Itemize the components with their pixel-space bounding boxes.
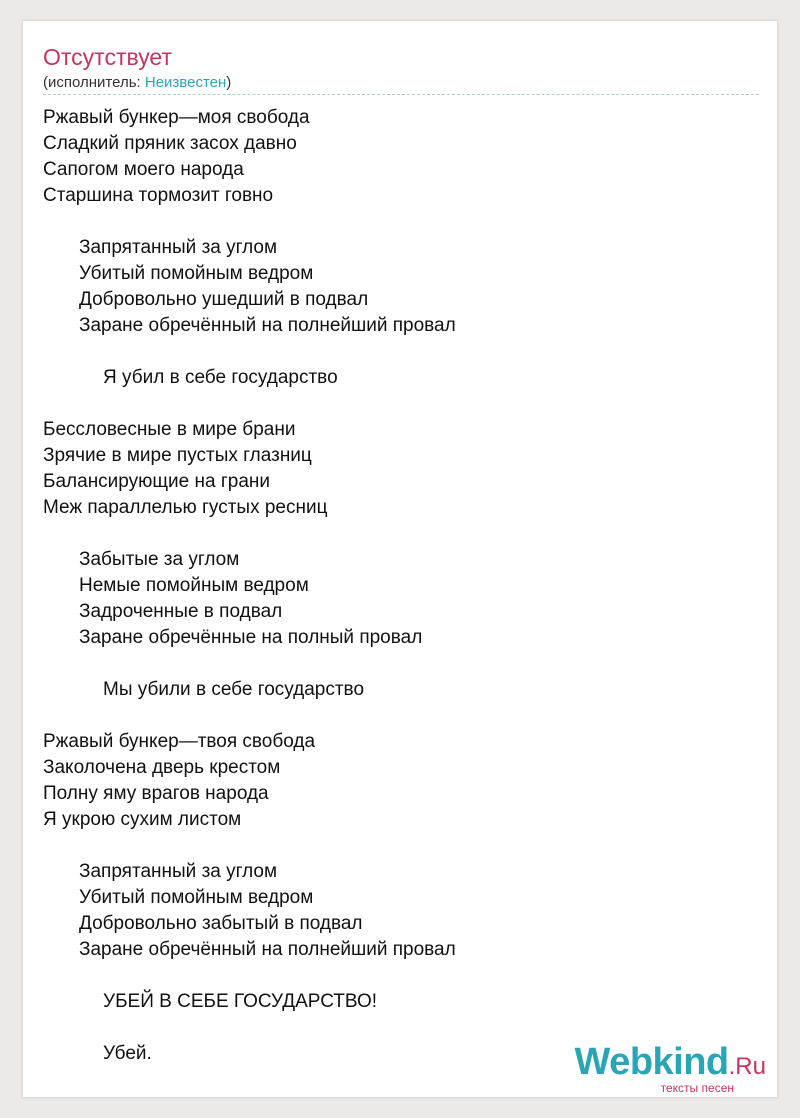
artist-suffix: ): [226, 74, 232, 91]
lyric-line: [43, 391, 456, 417]
lyric-line: [43, 833, 456, 859]
lyric-line: Забытые за углом: [79, 549, 240, 570]
lyric-line: Сладкий пряник засох давно: [43, 133, 297, 154]
lyric-line: Запрятанный за углом: [79, 237, 278, 258]
lyric-line: Убей.: [103, 1043, 152, 1064]
lyric-line: [43, 963, 456, 989]
lyric-line: Добровольно ушедший в подвал: [79, 289, 369, 310]
lyric-line: [43, 521, 456, 547]
lyric-line: УБЕЙ В СЕБЕ ГОСУДАРСТВО!: [103, 991, 378, 1012]
lyric-line: Меж параллелью густых ресниц: [43, 497, 328, 518]
song-title: Отсутствует: [43, 44, 172, 70]
lyric-line: Добровольно забытый в подвал: [79, 913, 363, 934]
artist-line: [43, 74, 231, 92]
lyric-line: Зрячие в мире пустых глазниц: [43, 445, 312, 466]
lyrics-sheet: [22, 20, 778, 1098]
lyric-line: Ржавый бункер—твоя свобода: [43, 731, 316, 752]
lyric-line: Сапогом моего народа: [43, 159, 244, 180]
lyric-line: [43, 209, 456, 235]
lyric-line: Заране обречённый на полнейший провал: [79, 315, 456, 336]
lyric-line: Заране обречённый на полнейший провал: [79, 939, 456, 960]
artist-name-link[interactable]: Неизвестен: [144, 74, 227, 91]
lyric-line: Заране обречённые на полный провал: [79, 627, 423, 648]
lyric-line: [43, 703, 456, 729]
lyrics-text: [43, 105, 456, 1067]
lyric-line: Задроченные в подвал: [79, 601, 283, 622]
lyric-line: Балансирующие на грани: [43, 471, 270, 492]
lyric-line: Бессловесные в мире брани: [43, 419, 296, 440]
lyric-line: Убитый помойным ведром: [79, 263, 314, 284]
logo-tagline: тексты песен: [660, 1081, 734, 1095]
lyric-line: Я убил в себе государство: [103, 367, 338, 388]
site-logo: [575, 1043, 767, 1094]
title-divider: [43, 94, 759, 95]
logo-domain: .Ru: [728, 1053, 766, 1080]
lyric-line: Старшина тормозит говно: [43, 185, 274, 206]
lyric-line: Немые помойным ведром: [79, 575, 309, 596]
lyric-line: [43, 339, 456, 365]
lyric-line: [43, 651, 456, 677]
lyric-line: Ржавый бункер—моя свобода: [43, 107, 310, 128]
lyric-line: Запрятанный за углом: [79, 861, 278, 882]
lyric-line: [43, 1015, 456, 1041]
lyric-line: Полну яму врагов народа: [43, 783, 269, 804]
lyric-line: Мы убили в себе государство: [103, 679, 365, 700]
lyric-line: Убитый помойным ведром: [79, 887, 314, 908]
artist-prefix: (исполнитель:: [43, 74, 145, 91]
logo-wordmark: Webkind: [574, 1041, 729, 1083]
lyric-line: Заколочена дверь крестом: [43, 757, 281, 778]
lyric-line: Я укрою сухим листом: [43, 809, 242, 830]
